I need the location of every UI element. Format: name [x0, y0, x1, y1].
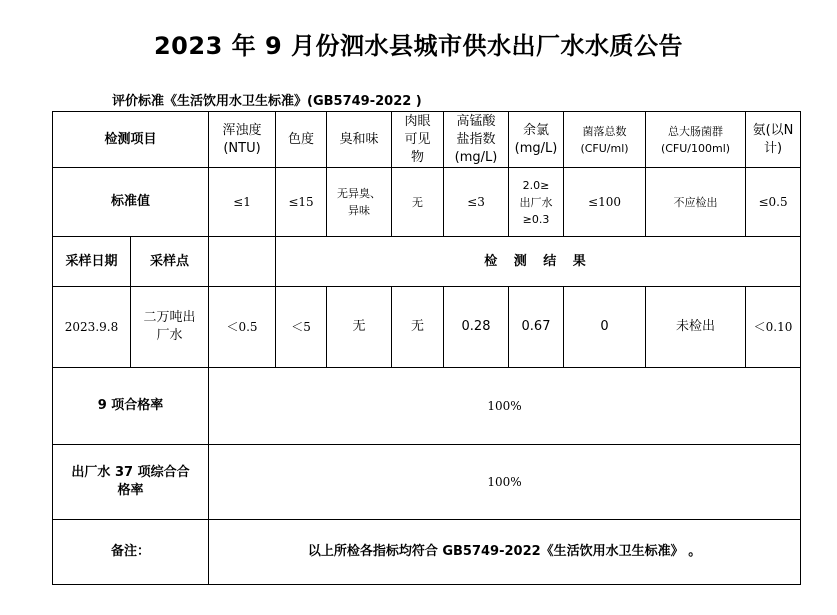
standard-color: ≤15 [276, 168, 327, 237]
result-visible-matter: 无 [392, 287, 444, 368]
pass-rate-9-value: 100% [209, 368, 801, 445]
sampling-date-label: 采样日期 [53, 237, 131, 287]
remark-row [53, 520, 801, 585]
results-label: 检 测 结 果 [276, 237, 801, 287]
pass-rate-37-label: 出厂水 37 项综合合 格率 [53, 445, 209, 520]
pass-rate-37-value: 100% [209, 445, 801, 520]
standard-coliform: 不应检出 [646, 168, 746, 237]
header-visible-matter: 肉眼 可见 物 [392, 112, 444, 168]
sampling-date: 2023.9.8 [53, 287, 131, 368]
result-colony-count: 0 [564, 287, 646, 368]
sampling-point-label: 采样点 [131, 237, 209, 287]
result-color: ＜5 [276, 287, 327, 368]
pass-rate-9-label: 9 项合格率 [53, 368, 209, 445]
header-residual-chlorine: 余氯 (mg/L) [509, 112, 564, 168]
header-colony-count: 菌落总数 (CFU/ml) [564, 112, 646, 168]
pass-rate-37-row [53, 445, 801, 520]
result-ammonia: ＜0.10 [746, 287, 801, 368]
pass-rate-9-row [53, 368, 801, 445]
remark-text: 以上所检各指标均符合 GB5749-2022《生活饮用水卫生标准》 。 [209, 520, 801, 585]
standard-label: 标准值 [53, 168, 209, 237]
standard-turbidity: ≤1 [209, 168, 276, 237]
header-turbidity: 浑浊度 (NTU) [209, 112, 276, 168]
remark-label: 备注： [53, 520, 209, 585]
standard-permanganate: ≤3 [444, 168, 509, 237]
evaluation-standard: 评价标准《生活饮用水卫生标准》(GB5749-2022 ) [112, 94, 422, 109]
result-permanganate: 0.28 [444, 287, 509, 368]
result-header-row [53, 237, 801, 287]
header-item-cell: 检测项目 [53, 112, 209, 168]
header-coliform: 总大肠菌群 (CFU/100ml) [646, 112, 746, 168]
standard-odor: 无异臭、 异味 [327, 168, 392, 237]
header-odor: 臭和味 [327, 112, 392, 168]
sampling-point: 二万吨出 厂水 [131, 287, 209, 368]
standard-row [53, 168, 801, 237]
result-residual-chlorine: 0.67 [509, 287, 564, 368]
result-turbidity: ＜0.5 [209, 287, 276, 368]
result-header-blank [209, 237, 276, 287]
standard-residual-chlorine: 2.0≥ 出厂水 ≥0.3 [509, 168, 564, 237]
header-row [53, 112, 801, 168]
result-coliform: 未检出 [646, 287, 746, 368]
standard-visible-matter: 无 [392, 168, 444, 237]
result-row [53, 287, 801, 368]
standard-colony-count: ≤100 [564, 168, 646, 237]
header-permanganate: 高锰酸 盐指数 (mg/L) [444, 112, 509, 168]
page-title: 2023 年 9 月份泗水县城市供水出厂水水质公告 [153, 32, 684, 60]
header-color: 色度 [276, 112, 327, 168]
standard-ammonia: ≤0.5 [746, 168, 801, 237]
result-odor: 无 [327, 287, 392, 368]
water-quality-table [52, 111, 801, 585]
header-ammonia: 氨(以N 计) [746, 112, 801, 168]
